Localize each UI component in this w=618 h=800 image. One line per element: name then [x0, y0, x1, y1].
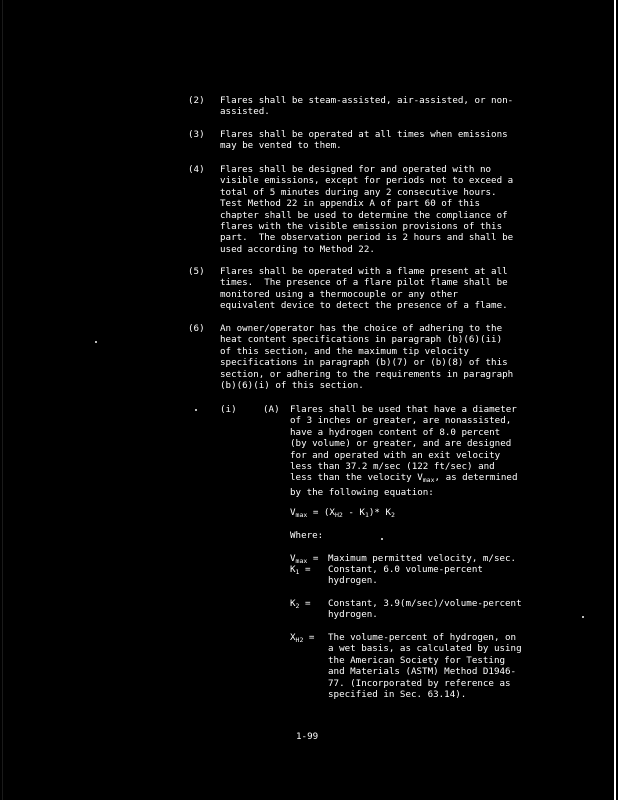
- definition-k1-text: Constant, 6.0 volume-percent hydrogen.: [328, 564, 483, 587]
- paragraph-4: [188, 164, 558, 255]
- definition-vmax: $V_{max}$ =: [290, 553, 319, 565]
- paragraph-text: Flares shall be designed for and operated with no visible emissions, except for periods not to exceed a total of 5 minutes during any 2 consecutive hours. Test Method 22 in appendix A of part 60 of this chapter shall be used to determine the compliance of flares with the visible emission provisions of this part. The observation period is 2 hours and shall be used according to Method 22.: [220, 164, 514, 255]
- paragraph-6: [188, 323, 558, 392]
- page-number: 1-99: [296, 731, 319, 742]
- paragraph-number: (4): [188, 164, 205, 175]
- definition-k2: $K_2$ =: [290, 598, 311, 610]
- velocity-equation: $V_{max} = (X_{H2} - K_1)*$ $K_2$: [290, 507, 395, 519]
- definition-xh2: $X_{H2}$ =: [290, 632, 315, 644]
- definition-k2-text: Constant, 3.9(m/sec)/volume-percent hydrogen.: [328, 598, 522, 621]
- paragraph-number: (3): [188, 129, 205, 140]
- paragraph-text: Flares shall be operated with a flame present at all times. The presence of a flare pilot flame shall be monitored using a thermocouple or any other equivalent device to detect the presence of a flame.: [220, 266, 508, 312]
- paragraph-number: (2): [188, 95, 205, 106]
- scan-speck: [195, 409, 197, 411]
- where-label: Where:: [290, 530, 324, 541]
- scan-speck: [582, 616, 584, 618]
- subparagraph-number-i: (i): [220, 404, 237, 415]
- scan-edge-left: [2, 0, 3, 800]
- paragraph-5: [188, 266, 558, 312]
- scan-edge-right: [614, 0, 616, 800]
- subparagraph-text: Flares shall be used that have a diameter of 3 inches or greater, are nonassisted, have a hydrogen content of 8.0 percent (by volume) or greater, and are designed for and operated with an exit velocity less than 37.2 m/sec (122 ft/sec) and less than the velocity $V_{max}$, as determined by the following equation:: [290, 404, 518, 498]
- definition-k1: $K_1$ =: [290, 564, 311, 576]
- scan-speck: [381, 538, 383, 540]
- paragraph-text: Flares shall be steam-assisted, air-assisted, or non- assisted.: [220, 95, 514, 118]
- definition-vmax-text: Maximum permitted velocity, m/sec.: [328, 553, 517, 564]
- paragraph-number: (6): [188, 323, 205, 334]
- paragraph-number: (5): [188, 266, 205, 277]
- paragraph-text: An owner/operator has the choice of adhering to the heat content specifications in paragraph (b)(6)(ii) of this section, and the maximum tip velocity specifications in paragraph (b)(7) or (b)(8) of this section, or adhering to the requirements in paragraph (b)(6)(i) of this section.: [220, 323, 514, 392]
- subparagraph-number-a: (A): [263, 404, 280, 415]
- paragraph-text: Flares shall be operated at all times when emissions may be vented to them.: [220, 129, 508, 152]
- definition-xh2-text: The volume-percent of hydrogen, on a wet basis, as calculated by using the American Society for Testing and Materials (ASTM) Method D1946- 77. (Incorporated by reference as specified in Sec. 63.14).: [328, 632, 522, 701]
- scan-speck: [95, 341, 97, 343]
